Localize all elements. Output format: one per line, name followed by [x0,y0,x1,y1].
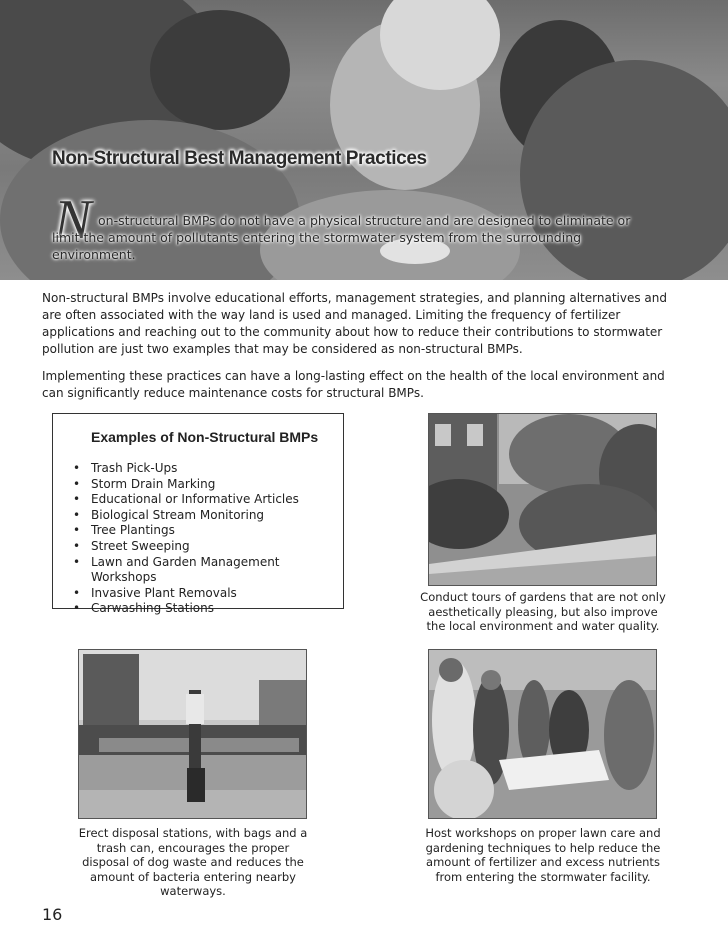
disposal-station-photo [78,649,307,819]
bullet-icon: • [73,554,81,569]
bullet-icon: • [73,476,81,491]
section-title: Non-Structural Best Management Practices [52,148,427,169]
list-item: • Carwashing Stations [73,601,214,616]
body-paragraph-2: Implementing these practices can have a long-lasting effect on the health of the local environment and can significantly reduce maintenance costs for structural BMPs. [42,369,665,400]
garden-illustration [429,414,657,586]
page-number: 16 [42,905,63,924]
garden-caption: Conduct tours of gardens that are not only aesthetically pleasing, but also improve the local environment and water quality. [420,590,666,633]
list-item: • Biological Stream Monitoring [73,507,265,522]
bullet-icon: • [73,538,81,553]
bullet-icon: • [73,523,81,538]
bullet-icon: • [73,492,81,507]
workshop-illustration [429,650,657,819]
bullet-icon: • [73,601,81,616]
body-paragraph-1: Non-structural BMPs involve educational efforts, management strategies, and planning alternatives and are often associated with the way land is used and managed. Limiting the frequency of fertilizer applications and reaching out to the community about how to reduce their contributions to stormwater pollution are just two examples that may be considered as non-structural BMPs. [42,291,667,356]
examples-title: Examples of Non-Structural BMPs [91,429,319,445]
garden-photo [428,413,657,586]
list-item: • Trash Pick-Ups [73,461,178,475]
bullet-icon: • [73,507,81,522]
workshop-caption: Host workshops on proper lawn care and gardening techniques to help reduce the amount of fertilizer and excess nutrients from entering the stormwater facility. [425,826,661,884]
list-item: • Invasive Plant Removals [73,585,237,600]
disposal-caption: Erect disposal stations, with bags and a trash can, encourages the proper disposal of dog waste and reduces the amount of bacteria entering nearby waterways. [78,826,308,898]
drop-cap: N [54,189,92,251]
list-item: • Educational or Informative Articles [73,492,299,507]
list-item: • Tree Plantings [73,523,175,538]
examples-list [53,461,343,617]
intro-paragraph: on-structural BMPs do not have a physical structure and are designed to eliminate or limit the amount of pollutants entering the stormwater system from the surrounding environment. [52,213,631,262]
bullet-icon: • [73,461,81,475]
bullet-icon: • [73,585,81,600]
list-item: • Lawn and Garden Management Workshops [73,554,280,585]
workshop-photo [428,649,657,819]
disposal-station-illustration [79,650,307,819]
list-item: • Storm Drain Marking [73,476,216,491]
examples-box [52,413,344,616]
list-item: • Street Sweeping [73,538,190,553]
